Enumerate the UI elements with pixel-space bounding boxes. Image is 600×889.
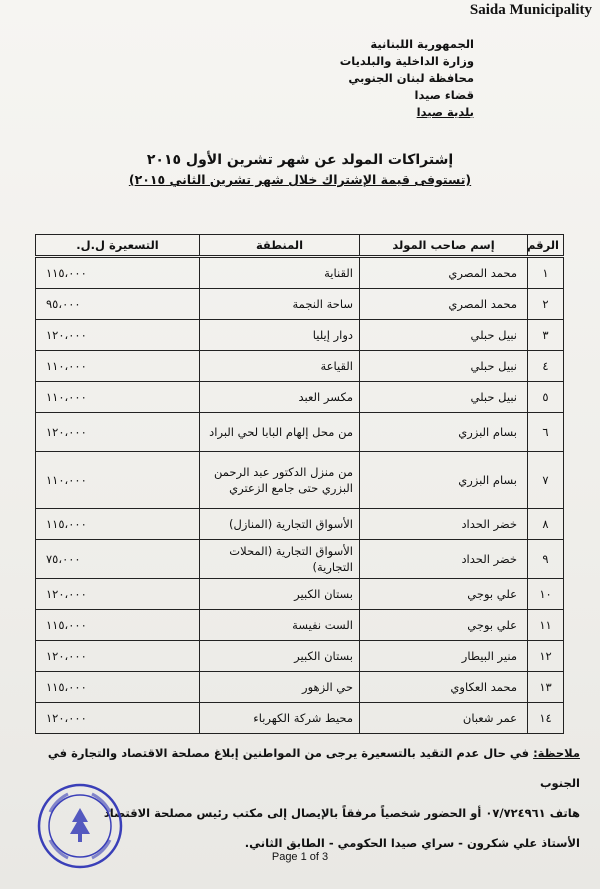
cell-price: ١١٥،٠٠٠	[36, 610, 200, 641]
cell-area: دوار إيليا	[200, 320, 360, 351]
cell-number: ٨	[528, 509, 564, 540]
cell-price: ٧٥،٠٠٠	[36, 540, 200, 579]
header-price: التسعيرة ل.ل.	[36, 235, 200, 257]
cell-owner: عمر شعبان	[360, 703, 528, 734]
cell-owner: نبيل حبلي	[360, 320, 528, 351]
cell-number: ٩	[528, 540, 564, 579]
table-row	[36, 382, 564, 413]
table-row	[36, 703, 564, 734]
cell-number: ١٠	[528, 579, 564, 610]
cell-area: من منزل الدكتور عبد الرحمن البزري حتى جامع الزعتري	[200, 452, 360, 509]
cell-price: ١١٥،٠٠٠	[36, 672, 200, 703]
table-row	[36, 641, 564, 672]
cell-owner: علي بوجي	[360, 610, 528, 641]
cell-owner: خضر الحداد	[360, 540, 528, 579]
table-row	[36, 610, 564, 641]
cell-owner: علي بوجي	[360, 579, 528, 610]
note-line-2: هاتف ٠٧/٧٢٤٩٦١ أو الحضور شخصياً مرفقاً بالإيصال إلى مكتب رئيس مصلحة الاقتصاد	[103, 806, 580, 820]
cell-price: ١٢٠،٠٠٠	[36, 413, 200, 452]
generator-table	[35, 234, 564, 734]
cell-price: ١٢٠،٠٠٠	[36, 641, 200, 672]
letterhead-line: الجمهورية اللبنانية	[370, 37, 474, 51]
note-label: ملاحظة:	[533, 746, 580, 760]
cell-area: الست نفيسة	[200, 610, 360, 641]
cell-owner: نبيل حبلي	[360, 351, 528, 382]
table-row	[36, 452, 564, 509]
cell-area: بستان الكبير	[200, 641, 360, 672]
table-row	[36, 579, 564, 610]
letterhead-line: قضاء صيدا	[414, 88, 474, 102]
cell-owner: بسام البزري	[360, 413, 528, 452]
cell-number: ١٢	[528, 641, 564, 672]
letterhead-line: وزارة الداخلية والبلديات	[339, 54, 474, 68]
cell-area: محيط شركة الكهرباء	[200, 703, 360, 734]
header-owner: إسم صاحب المولد	[360, 235, 528, 257]
cell-price: ١١٠،٠٠٠	[36, 452, 200, 509]
letterhead-municipality: بلدية صيدا	[416, 105, 474, 119]
cell-area: مكسر العبد	[200, 382, 360, 413]
cell-area: الأسواق التجارية (المحلات التجارية)	[200, 540, 360, 579]
cell-number: ٧	[528, 452, 564, 509]
letterhead	[340, 36, 474, 121]
cell-number: ١٤	[528, 703, 564, 734]
cell-area: بستان الكبير	[200, 579, 360, 610]
cell-price: ٩٥،٠٠٠	[36, 289, 200, 320]
cell-number: ٢	[528, 289, 564, 320]
document-title-block	[0, 150, 600, 190]
page-number: Page 1 of 3	[271, 851, 329, 863]
cell-area: حي الزهور	[200, 672, 360, 703]
cell-area: القياعة	[200, 351, 360, 382]
cell-number: ١٣	[528, 672, 564, 703]
cell-owner: نبيل حبلي	[360, 382, 528, 413]
corner-title: Saida Municipality	[469, 2, 592, 18]
table-row	[36, 672, 564, 703]
document-title: إشتراكات المولد عن شهر تشرين الأول ٢٠١٥	[146, 152, 454, 168]
table-row	[36, 320, 564, 351]
cell-area: القناية	[200, 257, 360, 289]
cell-owner: خضر الحداد	[360, 509, 528, 540]
cell-price: ١١٠،٠٠٠	[36, 351, 200, 382]
table-header-row	[36, 235, 564, 257]
table-row	[36, 540, 564, 579]
cell-owner: محمد العكاوي	[360, 672, 528, 703]
cell-price: ١٢٠،٠٠٠	[36, 320, 200, 351]
cell-owner: منير البيطار	[360, 641, 528, 672]
cell-price: ١١٥،٠٠٠	[36, 257, 200, 289]
note-text-1: في حال عدم التقيد بالتسعيرة يرجى من المواطنين إبلاغ مصلحة الاقتصاد والتجارة في الجنوب	[47, 746, 580, 790]
cell-number: ٥	[528, 382, 564, 413]
letterhead-line: محافظة لبنان الجنوبي	[348, 71, 474, 85]
cell-number: ١	[528, 257, 564, 289]
table-row	[36, 509, 564, 540]
table-row	[36, 351, 564, 382]
note-line-3: الأستاذ علي شكرون - سراي صيدا الحكومي - الطابق الثاني.	[244, 836, 580, 850]
table-row	[36, 413, 564, 452]
cell-number: ٣	[528, 320, 564, 351]
cell-area: من محل إلهام البابا لحي البراد	[200, 413, 360, 452]
cell-number: ٤	[528, 351, 564, 382]
cell-area: الأسواق التجارية (المنازل)	[200, 509, 360, 540]
cell-number: ١١	[528, 610, 564, 641]
cell-price: ١٢٠،٠٠٠	[36, 703, 200, 734]
header-number: الرقم	[528, 235, 564, 257]
cell-price: ١١٥،٠٠٠	[36, 509, 200, 540]
cell-owner: محمد المصري	[360, 257, 528, 289]
header-area: المنطقة	[200, 235, 360, 257]
document-subtitle: (تستوفى قيمة الإشتراك خلال شهر تشرين الثاني ٢٠١٥)	[128, 172, 472, 187]
cell-area: ساحة النجمة	[200, 289, 360, 320]
cell-owner: بسام البزري	[360, 452, 528, 509]
cell-number: ٦	[528, 413, 564, 452]
table-row	[36, 257, 564, 289]
table-row	[36, 289, 564, 320]
cell-price: ١١٠،٠٠٠	[36, 382, 200, 413]
cell-price: ١٢٠،٠٠٠	[36, 579, 200, 610]
cell-owner: محمد المصري	[360, 289, 528, 320]
